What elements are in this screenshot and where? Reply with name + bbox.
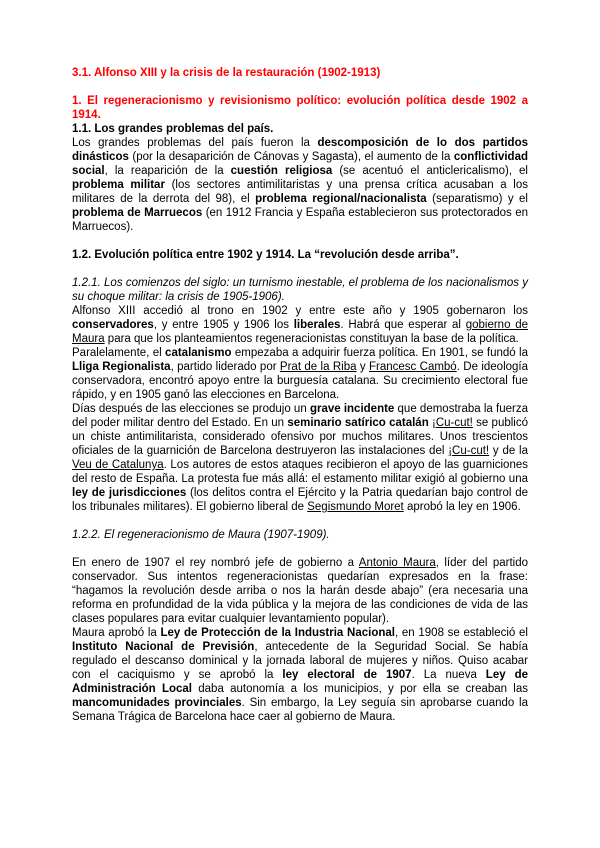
text-run: ley electoral de 1907 <box>282 669 412 681</box>
text-run: En enero de 1907 el rey nombró jefe de gobierno a <box>72 557 359 569</box>
text-run: , y entre 1905 y 1906 los <box>153 319 294 331</box>
text-run: se publicó un chiste antimilitarista, considerado ofensivo por muchos militares. Unos trescientos oficiales de la guarnición de Barcelona destruyeron las instalaciones del <box>72 417 528 457</box>
text-run: Alfonso XIII accedió al trono en 1902 y entre este año y 1905 gobernaron los <box>72 305 528 317</box>
text-run: Antonio Maura <box>358 557 436 569</box>
text-run: y de la <box>489 445 529 457</box>
heading-1-regeneracionismo <box>72 94 528 122</box>
text-run: Instituto Nacional de Previsión <box>72 641 255 653</box>
text-run: Veu de Catalunya <box>72 459 164 471</box>
text-run: , en 1908 se estableció el <box>394 627 528 639</box>
para-maura-gobierno <box>72 556 528 626</box>
text-run: . Sin embargo, la Ley seguía sin aprobarse cuando la Semana Trágica de Barcelona hace caer al gobierno de Maura. <box>72 697 528 723</box>
text-run: catalanismo <box>165 347 232 359</box>
text-run: empezaba a adquirir fuerza política. En 1901, se fundó la <box>231 347 528 359</box>
text-run: . Los autores de estos ataques recibieron el apoyo de las guarniciones del resto de España. La protesta fue más allá: el estamento militar exigió al gobierno una <box>72 459 528 485</box>
para-cucut-incidente <box>72 402 528 514</box>
text-run: problema militar <box>72 179 165 191</box>
text-run: Ley de Protección de la Industria Nacional <box>160 627 395 639</box>
heading-1-2-1-comienzos <box>72 276 528 304</box>
text-run: problema regional/nacionalista <box>255 193 427 205</box>
text-run: (los sectores antimilitaristas y una prensa crítica acusaban a los militares de la derrota del 98), el <box>72 179 528 205</box>
text-run: gobierno de Maura <box>72 319 529 345</box>
text-run: Los grandes problemas del país fueron la <box>72 137 318 149</box>
text-run: 1. El regeneracionismo y revisionismo político: evolución política desde 1902 a 1914. <box>72 95 528 121</box>
text-run: liberales <box>293 319 341 331</box>
text-run: aprobó la ley en 1906. <box>403 501 521 513</box>
text-run: problema de Marruecos <box>72 207 203 219</box>
para-alfonso-trono <box>72 304 528 346</box>
text-run: y <box>356 361 369 373</box>
section-title <box>72 66 528 80</box>
document-content <box>72 66 528 724</box>
text-run: daba autonomía a los municipios, y por ella se creaban las <box>192 683 528 695</box>
text-run: mancomunidades provinciales <box>72 697 242 709</box>
text-run: (se acentuó el anticlericalismo), el <box>332 165 528 177</box>
text-run: Días después de las elecciones se produjo un <box>72 403 310 415</box>
text-run: Prat de la Riba <box>279 361 357 373</box>
text-run: . De ideología conservadora, encontró apoyo entre la burguesía catalana. Su crecimiento electoral fue rápido, y en 1905 ganó las elecciones en Barcelona. <box>72 361 529 401</box>
text-run: Ley de Administración Local <box>72 669 528 695</box>
text-run: (separatismo) y el <box>426 193 528 205</box>
text-run: Francesc Cambó <box>368 361 457 373</box>
heading-1-2-evolucion <box>72 248 528 262</box>
text-run: descomposición de lo dos partidos dinásticos <box>72 137 528 163</box>
text-run: 1.2. Evolución política entre 1902 y 1914. La “revolución desde arriba”. <box>72 249 459 261</box>
text-run: Paralelamente, el <box>72 347 166 359</box>
text-run: ¡Cu-cut! <box>448 445 490 457</box>
text-run: , partido liderado por <box>170 361 280 373</box>
text-run: conflictividad social <box>72 151 528 177</box>
text-run: ley de jurisdicciones <box>72 487 187 499</box>
text-run: cuestión religiosa <box>230 165 333 177</box>
text-run: (los delitos contra el Ejército y la Patria quedarían bajo control de los tribunales militares). El gobierno liberal de <box>72 487 528 513</box>
text-run: . Habrá que esperar al <box>340 319 466 331</box>
text-run: Maura aprobó la <box>72 627 161 639</box>
text-run: 1.2.1. Los comienzos del siglo: un turnismo inestable, el problema de los nacionalismos y su choque militar: la crisis de 1905-1906). <box>72 277 528 303</box>
text-run: , líder del partido conservador. Sus intentos regeneracionistas quedarían expresados en la frase: “hagamos la revolución desde arriba o nos la harán desde abajo” (era necesaria una reforma en profundidad de la vida pública y la mejora de las condiciones de vida de las clases populares para evitar cualquier levantamiento popular). <box>72 557 528 625</box>
text-run: grave incidente <box>309 403 395 415</box>
text-run: seminario satírico catalán <box>287 417 429 429</box>
text-run: 1.1. Los grandes problemas del país. <box>72 123 274 135</box>
text-run: , antecedente de la Seguridad Social. Se había regulado el descanso dominical y la jornada laboral de mujeres y niños. Quiso acabar con el caciquismo y se aprobó la <box>72 641 528 681</box>
text-run: 1.2.2. El regeneracionismo de Maura (1907-1909). <box>72 529 330 541</box>
text-run: ¡Cu-cut! <box>431 417 473 429</box>
heading-1-2-2-maura <box>72 528 528 542</box>
text-run: (por la desaparición de Cánovas y Sagasta), el aumento de la <box>128 151 454 163</box>
text-run: para que los planteamientos regeneracionistas constituyan la base de la política. <box>104 333 519 345</box>
text-run: (en 1912 Francia y España establecieron sus protectorados en Marruecos). <box>72 207 528 233</box>
para-catalanismo <box>72 346 528 402</box>
text-run: Segismundo Moret <box>307 501 404 513</box>
text-run: Lliga Regionalista <box>72 361 171 373</box>
para-problemas <box>72 136 528 234</box>
text-run: 3.1. Alfonso XIII y la crisis de la restauración (1902-1913) <box>72 67 381 79</box>
heading-1-1-problemas <box>72 122 528 136</box>
text-run: conservadores <box>72 319 154 331</box>
text-run: , la reaparición de la <box>104 165 231 177</box>
para-maura-leyes <box>72 626 528 724</box>
text-run: . La nueva <box>411 669 486 681</box>
text-run: que demostraba la fuerza del poder militar dentro del Estado. En un <box>72 403 528 429</box>
